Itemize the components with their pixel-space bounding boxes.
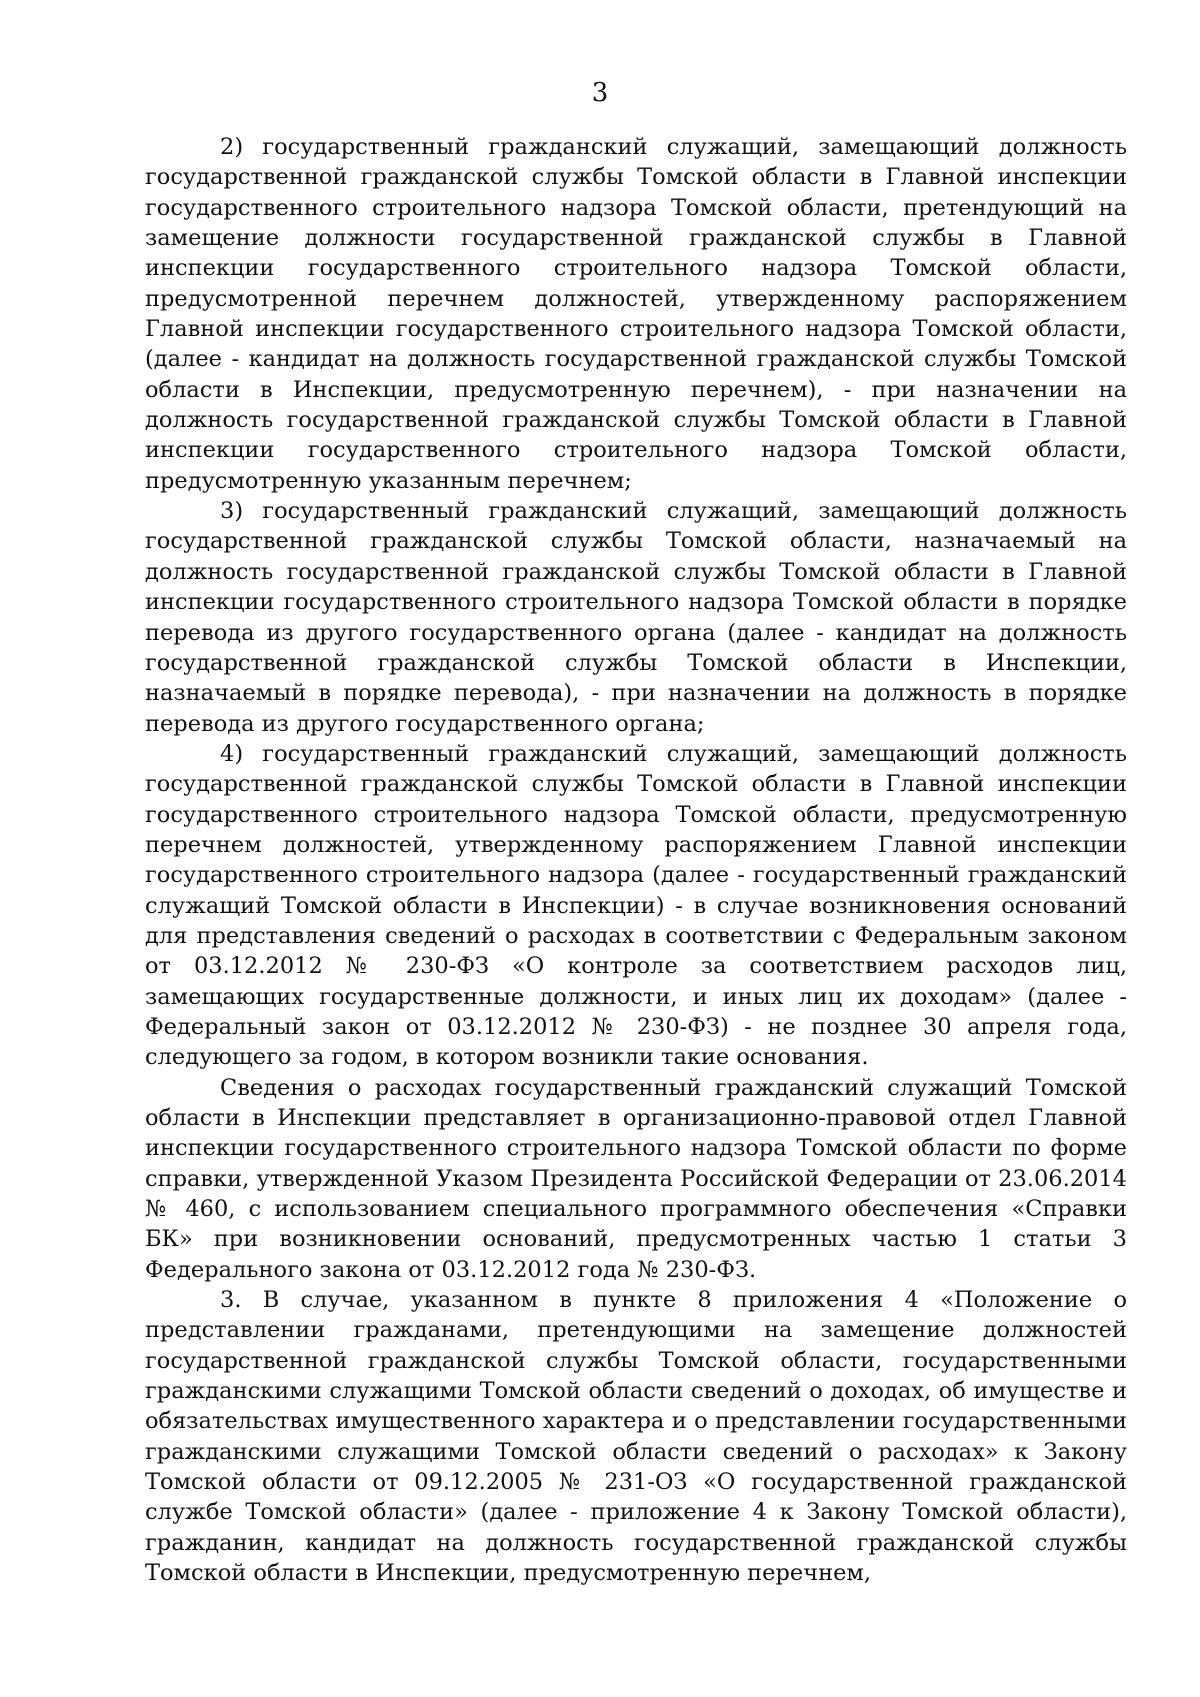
page-number: 3 [591,78,609,108]
document-body [145,132,1127,1589]
paragraph-section-3: 3. В случае, указанном в пункте 8 приложения 4 «Положение о представлении гражданами, претендующими на замещение должностей государственной гражданской службы Томской области, государственными гражданскими служащими Томской области сведений о доходах, об имуществе и обязательствах имущественного характера и о представлении государственными гражданскими служащими Томской области сведений о расходах» к Закону Томской области от 09.12.2005 № 231-ОЗ «О государственной гражданской службе Томской области» (далее - приложение 4 к Закону Томской области), гражданин, кандидат на должность государственной гражданской службы Томской области в Инспекции, предусмотренную перечнем, [145,1287,1127,1587]
paragraph-expense-info: Сведения о расходах государственный гражданский служащий Томской области в Инспекции представляет в организационно-правовой отдел Главной инспекции государственного строительного надзора Томской области по форме справки, утвержденной Указом Президента Российской Федерации от 23.06.2014 № 460, с использованием специального программного обеспечения «Справки БК» при возникновении оснований, предусмотренных частью 1 статьи 3 Федерального закона от 03.12.2012 года № 230-ФЗ. [145,1074,1127,1283]
paragraph-item-2: 2) государственный гражданский служащий, замещающий должность государственной гражданской службы Томской области в Главной инспекции государственного строительного надзора Томской области, претендующий на замещение должности государственной гражданской службы в Главной инспекции государственного строительного надзора Томской области, предусмотренной перечнем должностей, утвержденному распоряжением Главной инспекции государственного строительного надзора Томской области, (далее - кандидат на должность государственной гражданской службы Томской области в Инспекции, предусмотренную перечнем), - при назначении на должность государственной гражданской службы Томской области в Главной инспекции государственного строительного надзора Томской области, предусмотренную указанным перечнем; [145,134,1127,494]
paragraph-item-4: 4) государственный гражданский служащий, замещающий должность государственной гражданской службы Томской области в Главной инспекции государственного строительного надзора Томской области, предусмотренную перечнем должностей, утвержденному распоряжением Главной инспекции государственного строительного надзора (далее - государственный гражданский служащий Томской области в Инспекции) - в случае возникновения оснований для представления сведений о расходах в соответствии с Федеральным законом от 03.12.2012 № 230-ФЗ «О контроле за соответствием расходов лиц, замещающих государственные должности, и иных лиц их доходам» (далее - Федеральный закон от 03.12.2012 № 230-ФЗ) - не позднее 30 апреля года, следующего за годом, в котором возникли такие основания. [145,740,1127,1071]
paragraph-item-3: 3) государственный гражданский служащий, замещающий должность государственной гражданской службы Томской области, назначаемый на должность государственной гражданской службы Томской области в Главной инспекции государственного строительного надзора Томской области в порядке перевода из другого государственного органа (далее - кандидат на должность государственной гражданской службы Томской области в Инспекции, назначаемый в порядке перевода), - при назначении на должность в порядке перевода из другого государственного органа; [145,498,1127,737]
